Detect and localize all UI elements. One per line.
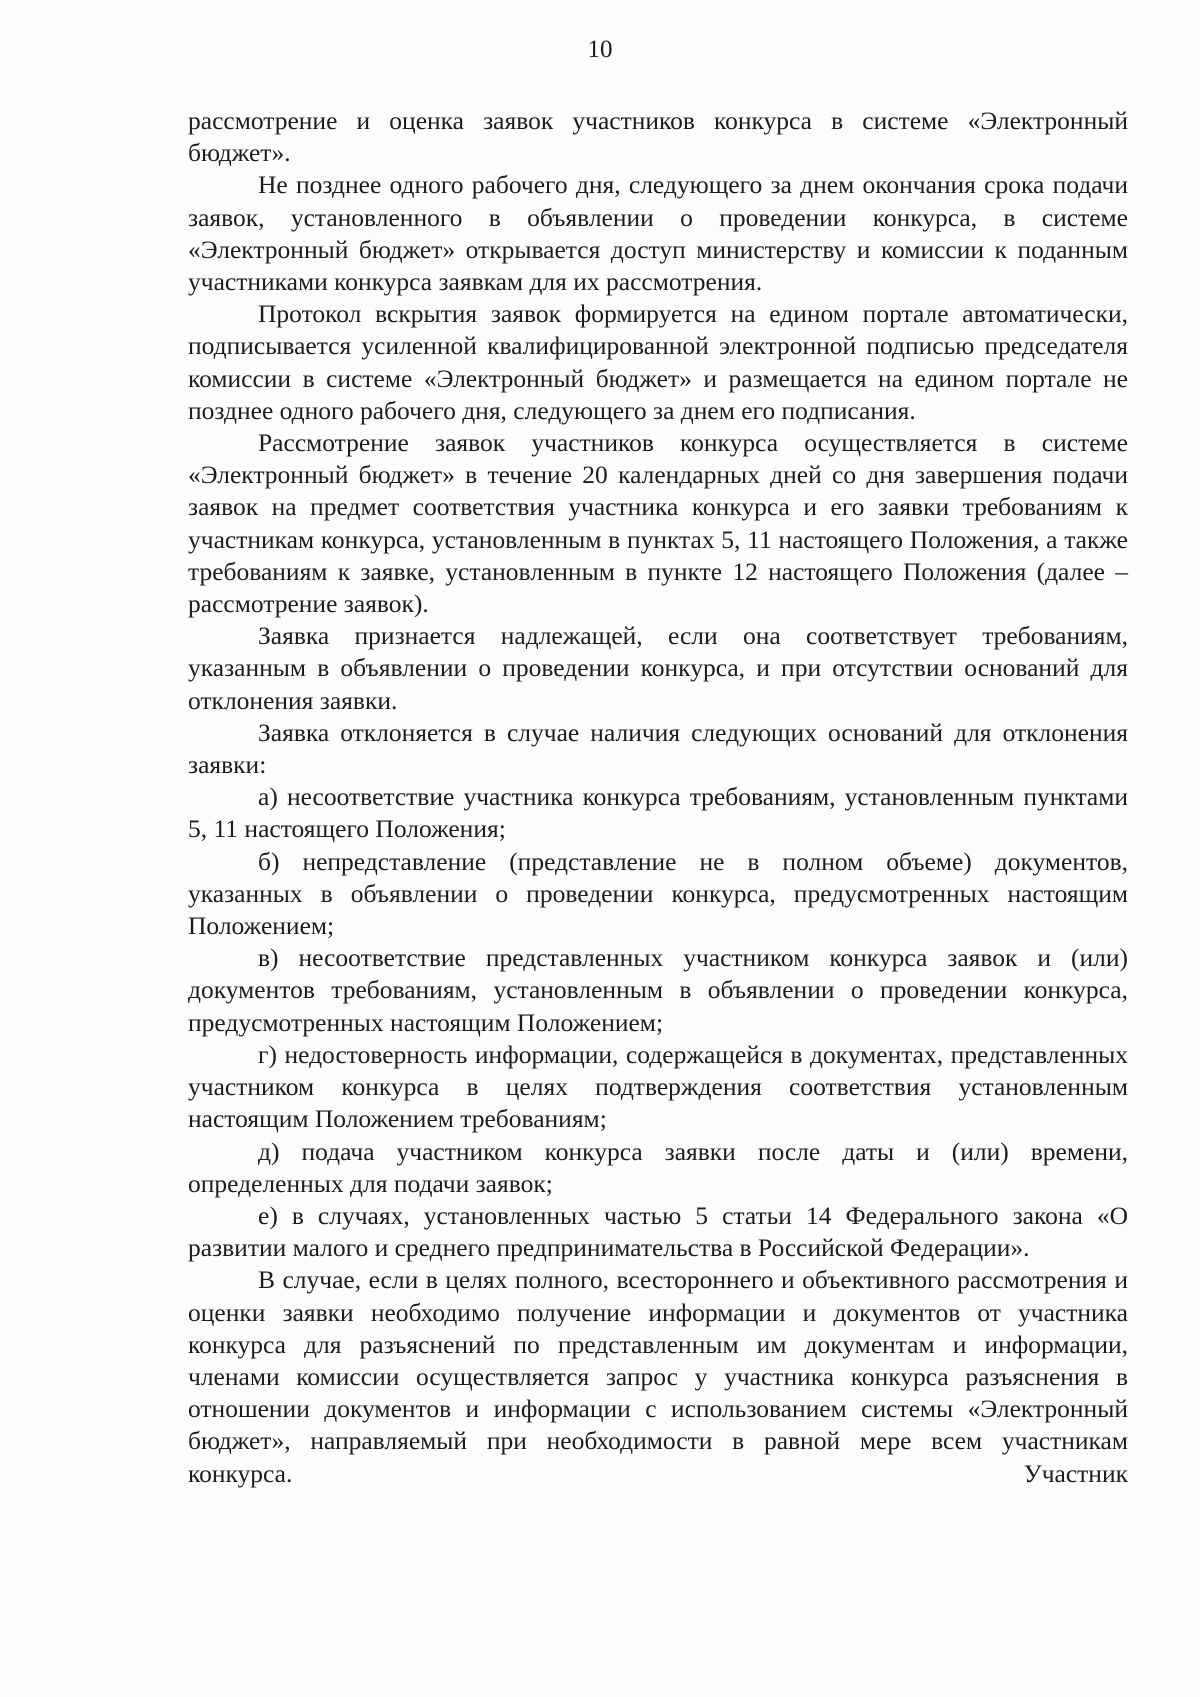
paragraph-access-opening: Не позднее одного рабочего дня, следующего за днем окончания срока подачи заявок, установленного в объявлении о проведении конкурса, в системе «Электронный бюджет» открывается доступ министерству и комиссии к поданным участниками конкурса заявкам для их рассмотрения.: [188, 170, 1128, 297]
list-item-a: а) несоответствие участника конкурса требованиям, установленным пунктами 5, 11 настоящего Положения;: [188, 782, 1128, 844]
paragraph-protocol: Протокол вскрытия заявок формируется на едином портале автоматически, подписывается усиленной квалифицированной электронной подписью председателя комиссии в системе «Электронный бюджет» и размещается на едином портале не позднее одного рабочего дня, следующего за днем его подписания.: [188, 299, 1128, 425]
list-item-g: г) недостоверность информации, содержащейся в документах, представленных участником конкурса в целях подтверждения соответствия установленным настоящим Положением требованиям;: [188, 1039, 1128, 1134]
list-item-d: д) подача участником конкурса заявки после даты и (или) времени, определенных для подачи заявок;: [188, 1136, 1128, 1198]
paragraph-review: Рассмотрение заявок участников конкурса осуществляется в системе «Электронный бюджет» в течение 20 календарных дней со дня завершения подачи заявок на предмет соответствия участника конкурса и его заявки требованиям к участникам конкурса, установленным в пунктах 5, 11 настоящего Положения, а также требованиям к заявке, установленным в пункте 12 настоящего Положения (далее – рассмотрение заявок).: [188, 428, 1128, 619]
list-item-e: е) в случаях, установленных частью 5 статьи 14 Федерального закона «О развитии малого и среднего предпринимательства в Российской Федерации».: [188, 1200, 1128, 1263]
document-body: [188, 105, 1128, 1490]
paragraph-application-valid: Заявка признается надлежащей, если она соответствует требованиям, указанным в объявлении о проведении конкурса, и при отсутствии оснований для отклонения заявки.: [188, 621, 1128, 715]
paragraph-rejection-intro: Заявка отклоняется в случае наличия следующих оснований для отклонения заявки:: [188, 717, 1128, 780]
paragraph-continuation: рассмотрение и оценка заявок участников конкурса в системе «Электронный бюджет».: [188, 106, 1128, 168]
page-number: 10: [587, 36, 613, 63]
paragraph-clarification-request: В случае, если в целях полного, всестороннего и объективного рассмотрения и оценки заявки необходимо получение информации и документов от участника конкурса для разъяснений по представленным им документам и информации, членами комиссии осуществляется запрос у участника конкурса разъяснения в отношении документов и информации с использованием системы «Электронный бюджет», направляемый при необходимости в равной мере всем участникам конкурса. Участник: [188, 1265, 1128, 1488]
list-item-v: в) несоответствие представленных участником конкурса заявок и (или) документов требованиям, установленным в объявлении о проведении конкурса, предусмотренных настоящим Положением;: [188, 943, 1128, 1037]
list-item-b: б) непредставление (представление не в полном объеме) документов, указанных в объявлении о проведении конкурса, предусмотренных настоящим Положением;: [188, 846, 1128, 941]
